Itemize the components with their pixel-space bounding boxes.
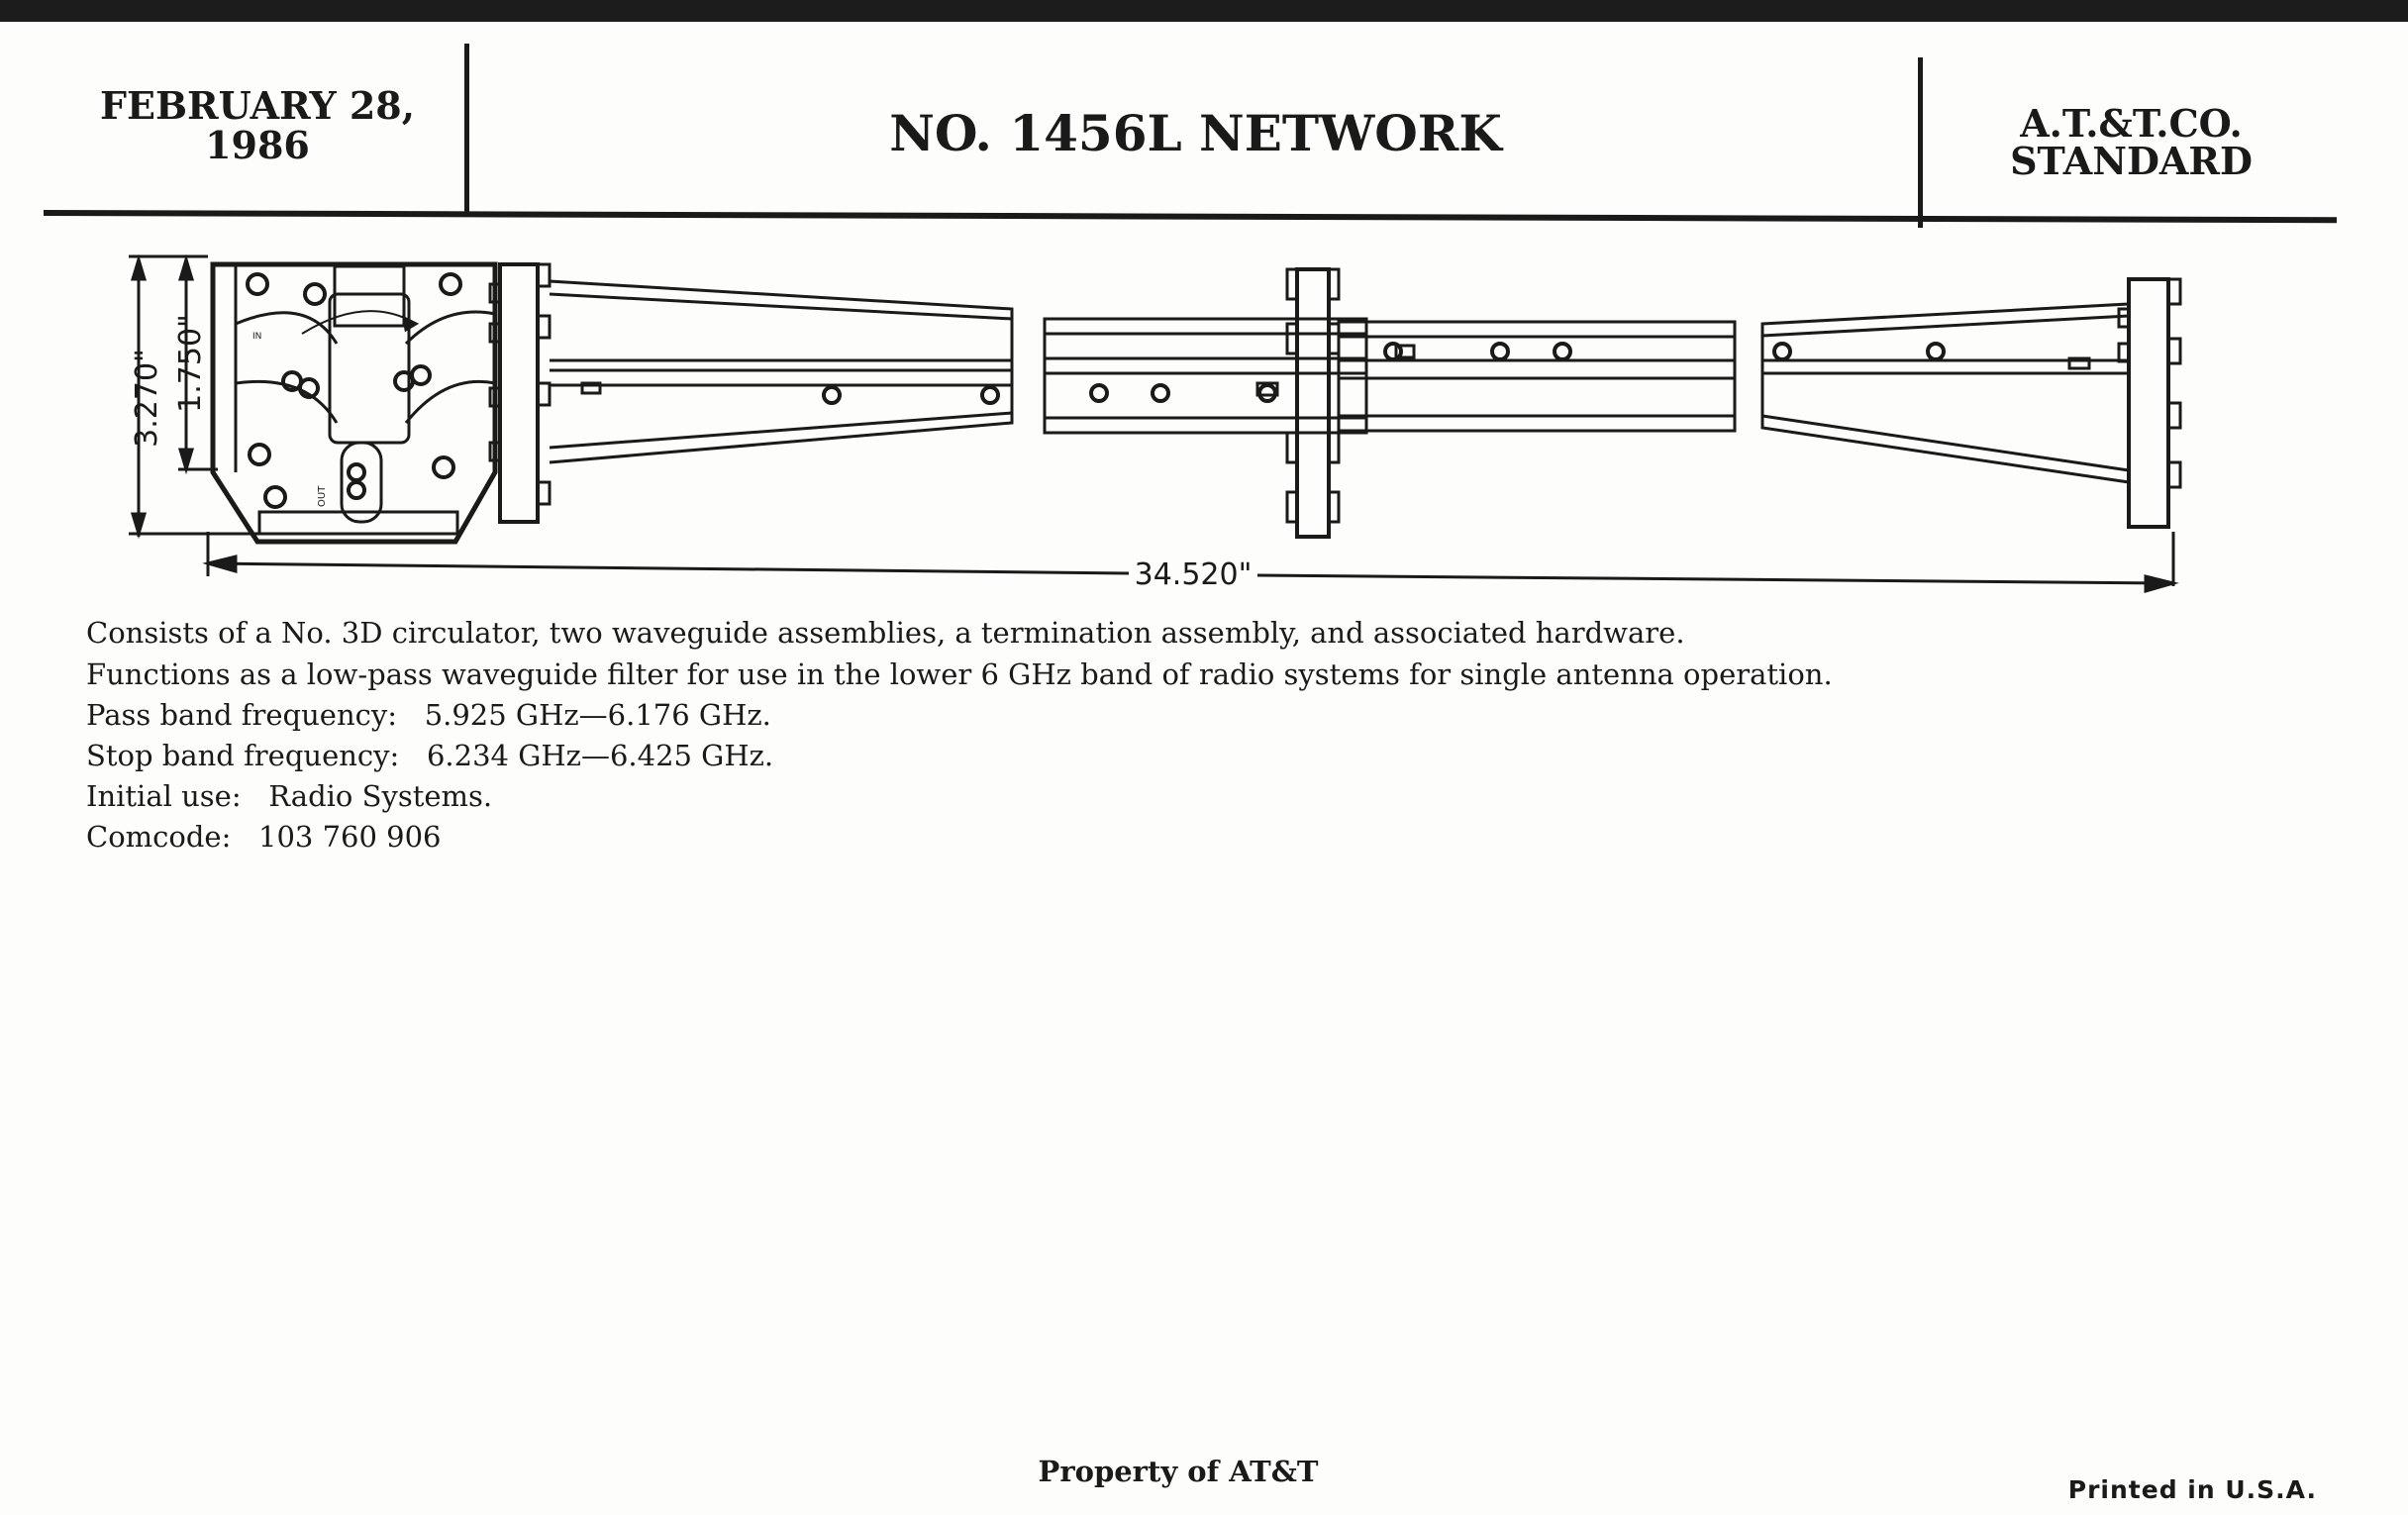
pass-band-row — [86, 698, 771, 732]
comcode-label: Comcode: — [86, 820, 232, 854]
port-label-out: OUT — [317, 485, 328, 507]
comcode-value: 103 760 906 — [258, 820, 442, 854]
standard-line2: STANDARD — [2010, 139, 2253, 183]
footer-printed: Printed in U.S.A. — [2067, 1475, 2317, 1504]
catalog-sheet — [0, 22, 2408, 1515]
comcode-row — [86, 820, 442, 854]
standard-line1: A.T.&T.CO. — [2020, 101, 2243, 146]
pass-band-value: 5.925 GHz—6.176 GHz. — [424, 698, 771, 732]
header-rule — [44, 210, 2337, 223]
initial-use-row — [86, 779, 492, 813]
stop-band-label: Stop band frequency: — [86, 739, 400, 772]
pass-band-label: Pass band frequency: — [86, 698, 398, 732]
footer-property: Property of AT&T — [1038, 1455, 1319, 1488]
initial-use-label: Initial use: — [86, 779, 242, 813]
description-functions: Functions as a low-pass waveguide filter for use in the lower 6 GHz band of radio systems for single antenna operation. — [86, 657, 1833, 691]
port-label-in: IN — [252, 332, 262, 342]
issue-date-line1: FEBRUARY 28, — [100, 83, 415, 128]
stop-band-row — [86, 739, 773, 772]
header-divider-right — [1918, 57, 1923, 228]
description-consists: Consists of a No. 3D circulator, two waveguide assemblies, a termination assembly, and associated hardware. — [86, 616, 1685, 650]
network-drawing — [109, 235, 2267, 611]
header-divider-left — [464, 44, 469, 214]
dimension-inner-height: 1.750" — [173, 314, 208, 413]
issue-date-line2: 1986 — [205, 123, 310, 167]
dimension-height: 3.270" — [130, 349, 164, 448]
page-title: NO. 1456L NETWORK — [889, 104, 1502, 162]
dimension-length: 34.520" — [1134, 557, 1253, 592]
initial-use-value: Radio Systems. — [268, 779, 493, 813]
stop-band-value: 6.234 GHz—6.425 GHz. — [426, 739, 774, 772]
